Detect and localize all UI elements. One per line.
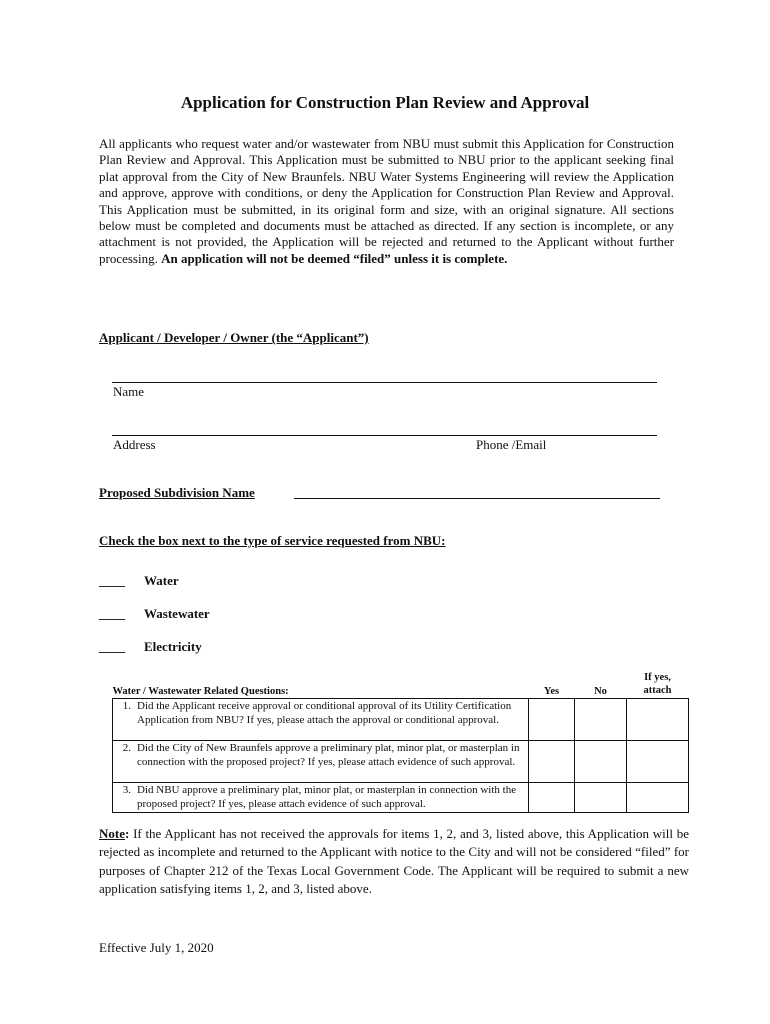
note-paragraph [99, 825, 689, 899]
questions-header-row [113, 671, 689, 699]
question-1-attach-box[interactable] [627, 699, 689, 741]
wastewater-label: Wastewater [144, 606, 210, 621]
effective-date: Effective July 1, 2020 [99, 940, 214, 955]
question-row-2 [113, 741, 689, 783]
attach-column-header [627, 671, 689, 699]
service-type-heading: Check the box next to the type of service requested from NBU: [99, 533, 446, 548]
questions-header: Water / Wastewater Related Questions: [112, 686, 289, 697]
page-title: Application for Construction Plan Review and Approval [180, 93, 590, 112]
question-2-number: 2. [122, 742, 131, 754]
question-3-no-box[interactable] [575, 783, 627, 813]
applicant-heading: Applicant / Developer / Owner (the “Applicant”) [99, 330, 369, 345]
attach-header-line-2: attach [643, 685, 672, 696]
questions-table [112, 671, 689, 813]
attach-header-line-1: If yes, [644, 672, 671, 683]
question-2-text: Did the City of New Braunfels approve a preliminary plat, minor plat, or masterplan in connection with the proposed project? If yes, please attach evidence of such approval. [137, 742, 520, 768]
question-1-no-box[interactable] [575, 699, 627, 741]
question-3-yes-box[interactable] [529, 783, 575, 813]
intro-paragraph [99, 136, 674, 267]
question-row-3 [113, 783, 689, 813]
question-2-cell [113, 741, 529, 783]
yes-column-header: Yes [543, 686, 560, 697]
no-column-header: No [594, 686, 607, 697]
subdivision-name-field-line[interactable] [294, 498, 660, 499]
question-2-yes-box[interactable] [529, 741, 575, 783]
water-label: Water [144, 573, 179, 588]
question-3-attach-box[interactable] [627, 783, 689, 813]
address-field-line[interactable] [112, 435, 657, 436]
question-row-1 [113, 699, 689, 741]
question-2-attach-box[interactable] [627, 741, 689, 783]
question-3-text: Did NBU approve a preliminary plat, minor plat, or masterplan in connection with the proposed project? If yes, please attach evidence of such approval. [137, 784, 517, 810]
question-1-cell [113, 699, 529, 741]
question-3-cell [113, 783, 529, 813]
phone-email-label: Phone /Email [476, 437, 547, 452]
address-label: Address [113, 437, 156, 452]
note-label: Note [99, 826, 125, 841]
intro-bold-text: An application will not be deemed “filed” unless it is complete. [161, 250, 508, 266]
question-2-no-box[interactable] [575, 741, 627, 783]
note-text: If the Applicant has not received the approvals for items 1, 2, and 3, listed above, this Application will be rejected as incomplete and returned to the Applicant with notice to the City and will not be considered “filed” for purposes of Chapter 212 of the Texas Local Government Code. The Applicant will be required to submit a new application satisfying items 1, 2, and 3, listed above. [99, 826, 689, 897]
subdivision-name-label: Proposed Subdivision Name [99, 485, 255, 500]
question-1-yes-box[interactable] [529, 699, 575, 741]
question-3-number: 3. [122, 784, 131, 796]
question-1-text: Did the Applicant receive approval or conditional approval of its Utility Certification Application from NBU? If yes, please attach the approval or conditional approval. [137, 700, 512, 726]
electricity-checkbox-blank[interactable]: ____ [99, 639, 125, 654]
question-1-number: 1. [122, 700, 131, 712]
name-field-line[interactable] [112, 382, 657, 383]
electricity-label: Electricity [144, 639, 202, 654]
water-checkbox-blank[interactable]: ____ [99, 573, 125, 588]
note-colon: : [125, 826, 130, 841]
name-label: Name [113, 384, 145, 399]
intro-text: All applicants who request water and/or wastewater from NBU must submit this Application for Construction Plan Review and Approval. This Application must be submitted to NBU prior to the applicant seeking final plat approval from the City of New Braunfels. NBU Water Systems Engineering will review the Application and approve, approve with conditions, or deny the Application for Construction Plan Review and Approval. This Application must be submitted, in its original form and size, with an original signature. All sections below must be completed and documents must be attached as directed. If any section is incomplete, or any attachment is not provided, the Application will be rejected and returned to the Applicant without further processing. [99, 136, 674, 266]
wastewater-checkbox-blank[interactable]: ____ [99, 606, 125, 621]
